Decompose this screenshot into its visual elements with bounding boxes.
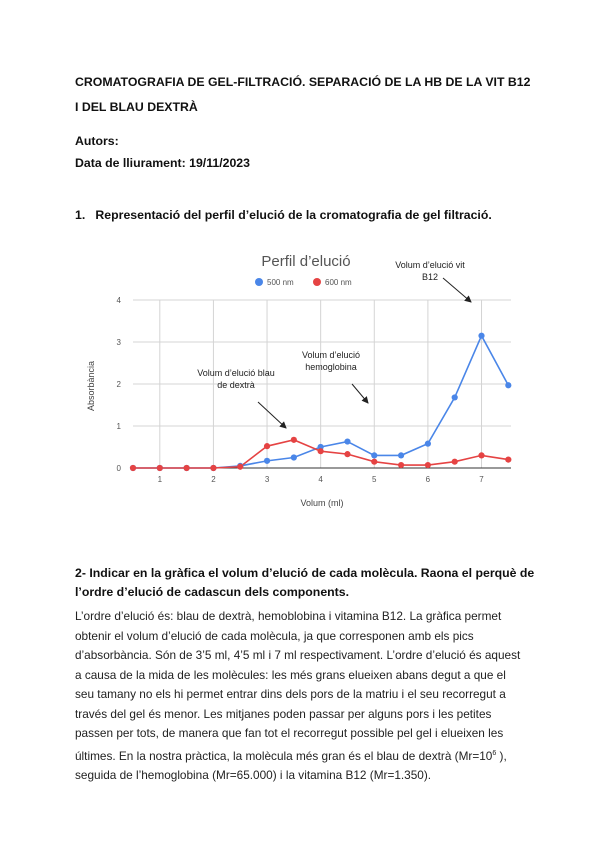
y-tick-label: 1 (116, 422, 121, 431)
series-2-point (291, 437, 297, 443)
series-1-point (425, 441, 431, 447)
authors-label: Autors: (75, 134, 119, 148)
x-tick-label: 3 (264, 475, 270, 484)
section-2-body (75, 607, 527, 785)
legend-marker-2 (313, 278, 321, 286)
series-1-point (291, 454, 297, 460)
delivery-date: Data de lliurament: 19/11/2023 (75, 156, 250, 170)
x-tick-label: 5 (372, 475, 377, 484)
section-2-heading: 2- Indicar en la gràfica el volum d’elució de cada molècula. Raona el perquè de l’ordre d’elució de cadascun dels components. (75, 566, 535, 599)
body-text-part-2: ), seguida de l’hemoglobina (Mr=65.000) i la vitamina B12 (Mr=1.350). (75, 748, 507, 782)
chart-legend (255, 278, 352, 287)
series-2-point (505, 457, 511, 463)
section-1-heading-text: Representació del perfil d’elució de la cromatografia de gel filtració. (95, 208, 492, 222)
annotation-label-2: Volum d’elució (301, 350, 361, 360)
chart-grid (133, 300, 511, 468)
series-1-point (371, 452, 377, 458)
body-text-part-1: L’ordre d’elució és: blau de dextrà, hemoblobina i vitamina B12. La gràfica permet obtenir el volum d’elució de cada molècula, ja que corresponen amb els pics d’absorbància. Són de 3’5 ml, 4’5 ml i 7 ml respectivament. L’ordre d’elució és aquest a causa de la mida de les molècules: les més grans elueixen abans degut a que el seu tamany no els hi permet entrar dins dels pors de la matriu i el seu recorregut a través del gel és menor. Les mitjanes poden passar per alguns pors i les petites passen per tots, de manera que fan tot el recorregut possible pel gel i elueixen les últimes. En la nostra pràctica, la molècula més gran és el blau de dextrà (Mr=10 (75, 609, 521, 763)
annotation-arrow-3 (443, 278, 471, 302)
y-tick-label: 0 (116, 464, 121, 473)
series-2-point (478, 452, 484, 458)
series-1-point (398, 452, 404, 458)
legend-label-1: 500 nm (267, 278, 294, 287)
annotation-label-3: Volum d’elució vit (395, 260, 465, 270)
annotation-label-1: de dextrà (217, 380, 255, 390)
body-text-exponent: 6 (492, 749, 497, 757)
y-axis-label: Absorbància (86, 360, 96, 412)
document-title: CROMATOGRAFIA DE GEL-FILTRACIÓ. SEPARACIÓ DE LA HB DE LA VIT B12 I DEL BLAU DEXTRÀ (75, 75, 531, 114)
series-2-point (130, 465, 136, 471)
x-tick-label: 6 (425, 475, 431, 484)
series-2-point (398, 462, 404, 468)
series-2-point (425, 462, 431, 468)
chart-axes (117, 296, 511, 484)
series-2-point (184, 465, 190, 471)
x-tick-label: 1 (157, 475, 163, 484)
section-1-number: 1. (75, 208, 86, 222)
series-1-point (264, 458, 270, 464)
series-2-point (210, 465, 216, 471)
series-2-point (318, 448, 324, 454)
y-tick-label: 3 (116, 338, 121, 347)
series-2-point (157, 465, 163, 471)
series-1-point (344, 438, 350, 444)
series-2-point (452, 459, 458, 465)
series-1-point (505, 382, 511, 388)
legend-marker-1 (255, 278, 263, 286)
x-tick-label: 2 (211, 475, 216, 484)
annotation-label-1: Volum d’elució blau (197, 368, 275, 378)
annotation-arrow-1 (258, 402, 286, 428)
annotation-arrow-2 (352, 384, 368, 403)
section-1-heading (75, 208, 555, 222)
elution-profile-chart (0, 236, 600, 566)
annotation-label-2: hemoglobina (305, 362, 357, 372)
x-tick-label: 7 (479, 475, 484, 484)
series-1-point (478, 333, 484, 339)
series-2-point (344, 451, 350, 457)
series-2-point (237, 464, 243, 470)
series-2-point (264, 443, 270, 449)
series-2-point (371, 459, 377, 465)
y-tick-label: 4 (116, 296, 121, 305)
annotation-label-3: B12 (421, 272, 439, 282)
y-tick-label: 2 (116, 380, 121, 389)
chart-title: Perfil d’elució (261, 253, 351, 270)
x-axis-label: Volum (ml) (300, 498, 344, 508)
x-tick-label: 4 (318, 475, 323, 484)
series-1-point (452, 394, 458, 400)
legend-label-2: 600 nm (325, 278, 352, 287)
